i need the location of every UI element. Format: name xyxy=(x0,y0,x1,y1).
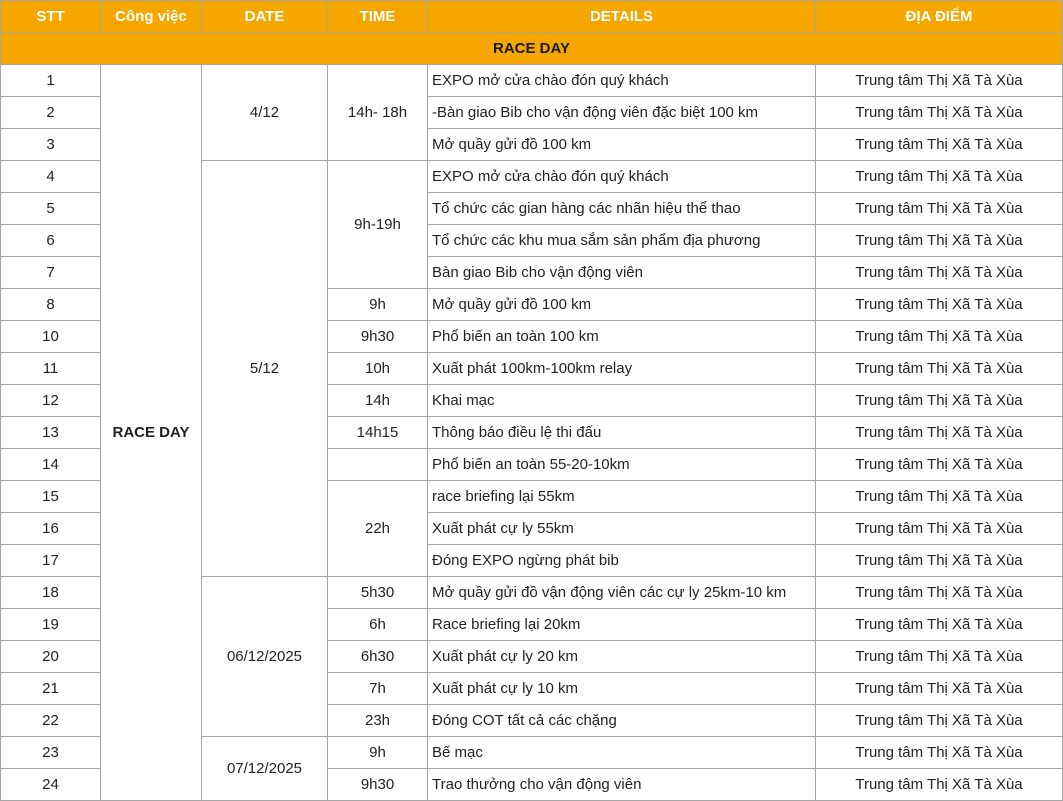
location-cell: Trung tâm Thị Xã Tà Xùa xyxy=(816,353,1063,385)
stt-cell: 2 xyxy=(1,97,101,129)
date-cell: 07/12/2025 xyxy=(202,737,328,801)
stt-cell: 19 xyxy=(1,609,101,641)
time-cell: 9h30 xyxy=(328,769,428,801)
location-cell: Trung tâm Thị Xã Tà Xùa xyxy=(816,769,1063,801)
time-cell: 9h xyxy=(328,737,428,769)
details-cell: Mở quầy gửi đồ vận động viên các cự ly 25km-10 km xyxy=(428,577,816,609)
location-cell: Trung tâm Thị Xã Tà Xùa xyxy=(816,545,1063,577)
time-cell: 14h xyxy=(328,385,428,417)
date-cell: 06/12/2025 xyxy=(202,577,328,737)
location-cell: Trung tâm Thị Xã Tà Xùa xyxy=(816,289,1063,321)
time-cell: 9h30 xyxy=(328,321,428,353)
stt-cell: 17 xyxy=(1,545,101,577)
stt-cell: 4 xyxy=(1,161,101,193)
date-cell: 5/12 xyxy=(202,161,328,577)
details-cell: Đóng EXPO ngừng phát bib xyxy=(428,545,816,577)
time-cell: 14h15 xyxy=(328,417,428,449)
stt-cell: 1 xyxy=(1,65,101,97)
time-cell: 22h xyxy=(328,481,428,577)
time-cell: 9h-19h xyxy=(328,161,428,289)
location-cell: Trung tâm Thị Xã Tà Xùa xyxy=(816,97,1063,129)
location-cell: Trung tâm Thị Xã Tà Xùa xyxy=(816,737,1063,769)
details-cell: Phổ biến an toàn 100 km xyxy=(428,321,816,353)
section-row xyxy=(1,33,1063,65)
details-cell: Trao thưởng cho vận động viên xyxy=(428,769,816,801)
details-cell: Xuất phát cự ly 10 km xyxy=(428,673,816,705)
stt-cell: 24 xyxy=(1,769,101,801)
location-cell: Trung tâm Thị Xã Tà Xùa xyxy=(816,705,1063,737)
details-cell: Bế mạc xyxy=(428,737,816,769)
location-cell: Trung tâm Thị Xã Tà Xùa xyxy=(816,321,1063,353)
location-cell: Trung tâm Thị Xã Tà Xùa xyxy=(816,481,1063,513)
details-cell: Mở quầy gửi đồ 100 km xyxy=(428,129,816,161)
details-cell: EXPO mở cửa chào đón quý khách xyxy=(428,65,816,97)
time-cell: 7h xyxy=(328,673,428,705)
stt-cell: 16 xyxy=(1,513,101,545)
location-cell: Trung tâm Thị Xã Tà Xùa xyxy=(816,577,1063,609)
location-cell: Trung tâm Thị Xã Tà Xùa xyxy=(816,417,1063,449)
time-cell: 5h30 xyxy=(328,577,428,609)
details-cell: EXPO mở cửa chào đón quý khách xyxy=(428,161,816,193)
stt-cell: 23 xyxy=(1,737,101,769)
details-cell: Phổ biến an toàn 55-20-10km xyxy=(428,449,816,481)
details-cell: Tổ chức các gian hàng các nhãn hiệu thể thao xyxy=(428,193,816,225)
location-cell: Trung tâm Thị Xã Tà Xùa xyxy=(816,513,1063,545)
details-cell: Race briefing lại 20km xyxy=(428,609,816,641)
details-cell: Bàn giao Bib cho vận động viên xyxy=(428,257,816,289)
details-cell: -Bàn giao Bib cho vận động viên đặc biệt 100 km xyxy=(428,97,816,129)
location-cell: Trung tâm Thị Xã Tà Xùa xyxy=(816,257,1063,289)
time-cell: 6h xyxy=(328,609,428,641)
location-cell: Trung tâm Thị Xã Tà Xùa xyxy=(816,193,1063,225)
details-cell: Xuất phát 100km-100km relay xyxy=(428,353,816,385)
details-cell: race briefing lại 55km xyxy=(428,481,816,513)
location-cell: Trung tâm Thị Xã Tà Xùa xyxy=(816,641,1063,673)
details-cell: Mở quầy gửi đồ 100 km xyxy=(428,289,816,321)
details-cell: Thông báo điều lệ thi đấu xyxy=(428,417,816,449)
stt-cell: 6 xyxy=(1,225,101,257)
time-cell xyxy=(328,449,428,481)
location-cell: Trung tâm Thị Xã Tà Xùa xyxy=(816,161,1063,193)
column-header-task: Công việc xyxy=(101,1,202,33)
stt-cell: 13 xyxy=(1,417,101,449)
details-cell: Xuất phát cự ly 55km xyxy=(428,513,816,545)
time-cell: 9h xyxy=(328,289,428,321)
location-cell: Trung tâm Thị Xã Tà Xùa xyxy=(816,65,1063,97)
time-cell: 14h- 18h xyxy=(328,65,428,161)
stt-cell: 5 xyxy=(1,193,101,225)
stt-cell: 11 xyxy=(1,353,101,385)
details-cell: Xuất phát cự ly 20 km xyxy=(428,641,816,673)
column-header-date: DATE xyxy=(202,1,328,33)
time-cell: 23h xyxy=(328,705,428,737)
stt-cell: 15 xyxy=(1,481,101,513)
location-cell: Trung tâm Thị Xã Tà Xùa xyxy=(816,609,1063,641)
stt-cell: 14 xyxy=(1,449,101,481)
column-header-details: DETAILS xyxy=(428,1,816,33)
details-cell: Khai mạc xyxy=(428,385,816,417)
location-cell: Trung tâm Thị Xã Tà Xùa xyxy=(816,385,1063,417)
date-cell: 4/12 xyxy=(202,65,328,161)
location-cell: Trung tâm Thị Xã Tà Xùa xyxy=(816,673,1063,705)
stt-cell: 18 xyxy=(1,577,101,609)
stt-cell: 10 xyxy=(1,321,101,353)
stt-cell: 22 xyxy=(1,705,101,737)
location-cell: Trung tâm Thị Xã Tà Xùa xyxy=(816,129,1063,161)
header-row xyxy=(1,1,1063,33)
stt-cell: 8 xyxy=(1,289,101,321)
details-cell: Đóng COT tất cả các chặng xyxy=(428,705,816,737)
table-row xyxy=(1,65,1063,97)
task-cell: RACE DAY xyxy=(101,65,202,801)
location-cell: Trung tâm Thị Xã Tà Xùa xyxy=(816,449,1063,481)
location-cell: Trung tâm Thị Xã Tà Xùa xyxy=(816,225,1063,257)
section-title: RACE DAY xyxy=(1,33,1063,65)
stt-cell: 3 xyxy=(1,129,101,161)
column-header-stt: STT xyxy=(1,1,101,33)
column-header-time: TIME xyxy=(328,1,428,33)
stt-cell: 7 xyxy=(1,257,101,289)
details-cell: Tổ chức các khu mua sắm sản phẩm địa phương xyxy=(428,225,816,257)
column-header-location: ĐỊA ĐIỂM xyxy=(816,1,1063,33)
time-cell: 6h30 xyxy=(328,641,428,673)
time-cell: 10h xyxy=(328,353,428,385)
stt-cell: 12 xyxy=(1,385,101,417)
stt-cell: 20 xyxy=(1,641,101,673)
stt-cell: 21 xyxy=(1,673,101,705)
